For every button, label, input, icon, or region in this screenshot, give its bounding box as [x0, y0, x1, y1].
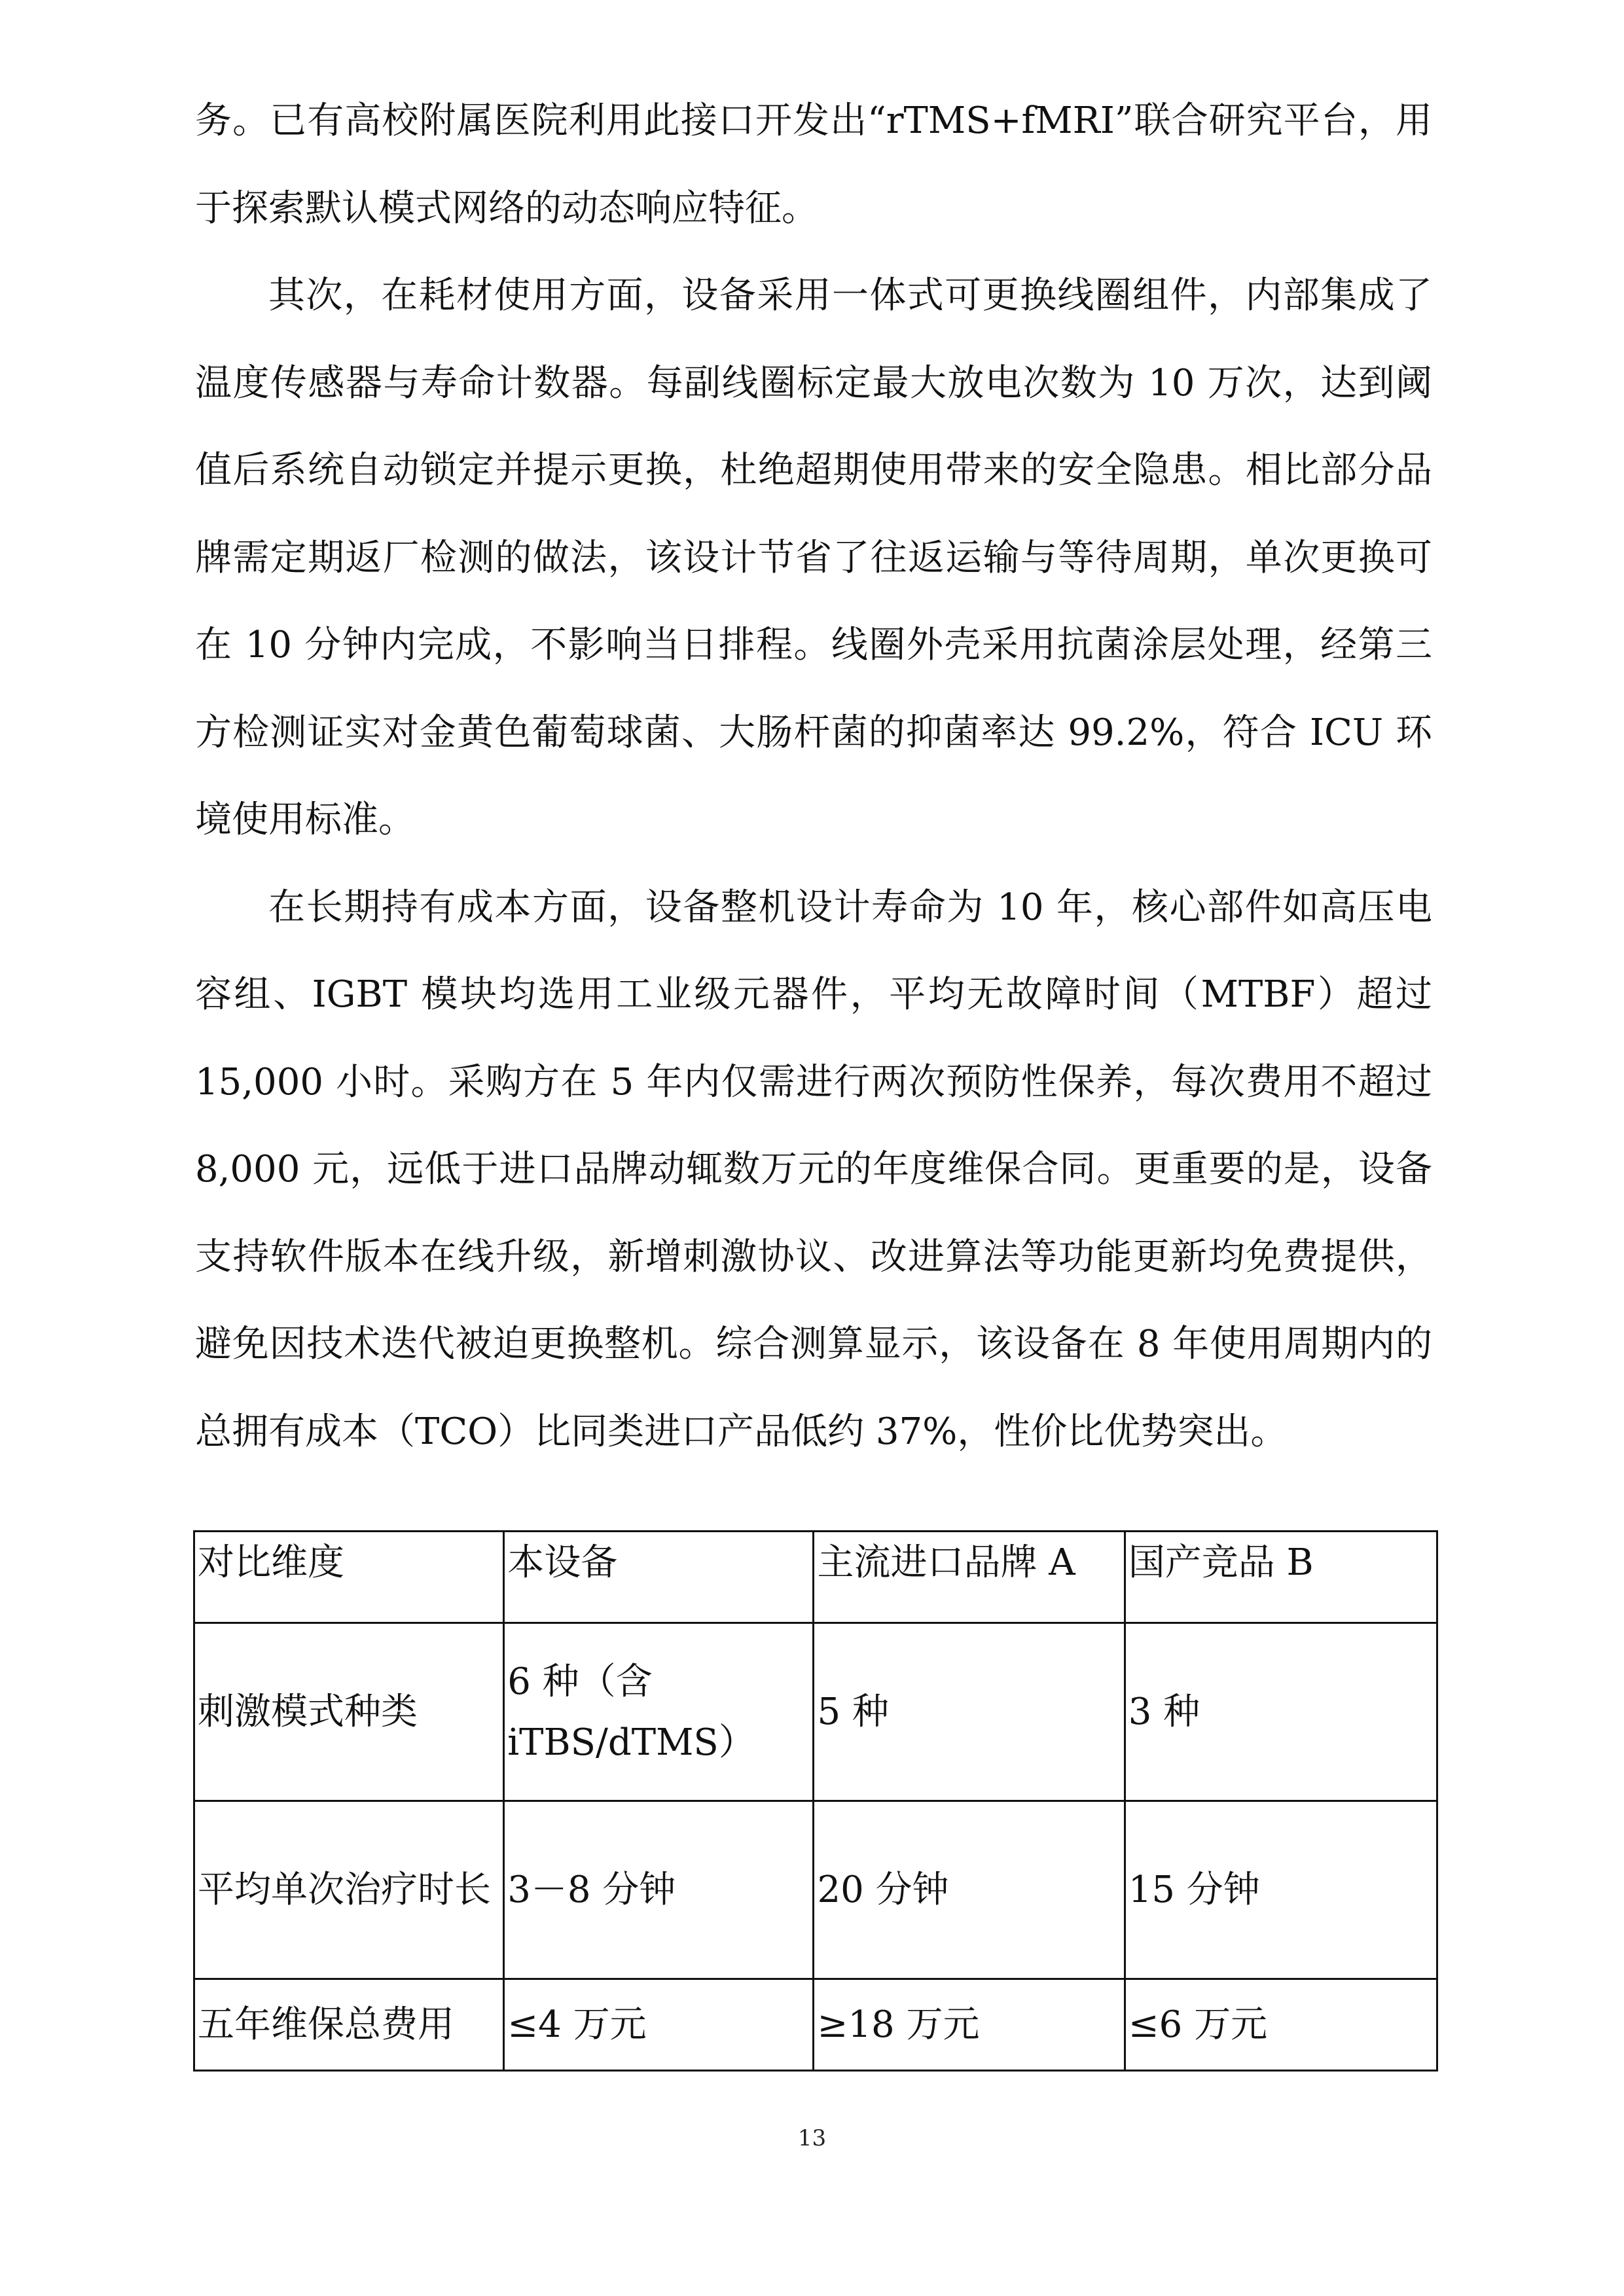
- comparison-table: [193, 1530, 1438, 2072]
- table-header-cell: 对比维度: [194, 1532, 504, 1623]
- table-cell: 3 种: [1125, 1623, 1437, 1801]
- table-cell: 刺激模式种类: [194, 1623, 504, 1801]
- table-cell: 3－8 分钟: [504, 1801, 814, 1979]
- table-cell: ≤6 万元: [1125, 1979, 1437, 2071]
- document-body: [195, 77, 1432, 1475]
- table-header-cell: 国产竞品 B: [1125, 1532, 1437, 1623]
- table-header-row: [194, 1532, 1437, 1623]
- table-cell: 5 种: [814, 1623, 1125, 1801]
- table-cell: 20 分钟: [814, 1801, 1125, 1979]
- table-header-cell: 本设备: [504, 1532, 814, 1623]
- table-row: [194, 1979, 1437, 2071]
- page-number: 13: [797, 2125, 827, 2151]
- table-cell: 15 分钟: [1125, 1801, 1437, 1979]
- paragraph-continuation: 务。已有高校附属医院利用此接口开发出“rTMS+fMRI”联合研究平台，用于探索默认模式网络的动态响应特征。: [195, 99, 1432, 230]
- table-cell: 五年维保总费用: [194, 1979, 504, 2071]
- table-cell: ≥18 万元: [814, 1979, 1125, 2071]
- table-cell: 6 种（含 iTBS/dTMS）: [504, 1623, 814, 1801]
- paragraph-consumables: 其次，在耗材使用方面，设备采用一体式可更换线圈组件，内部集成了温度传感器与寿命计数器。每副线圈标定最大放电次数为 10 万次，达到阈值后系统自动锁定并提示更换，杜绝超期使用带来的安全隐患。相比部分品牌需定期返厂检测的做法，该设计节省了往返运输与等待周期，单次更换可在 10 分钟内完成，不影响当日排程。线圈外壳采用抗菌涂层处理，经第三方检测证实对金黄色葡萄球菌、大肠杆菌的抑菌率达 99.2%，符合 ICU 环境使用标准。: [195, 274, 1432, 841]
- table-row: [194, 1801, 1437, 1979]
- paragraph-ownership-cost: 在长期持有成本方面，设备整机设计寿命为 10 年，核心部件如高压电容组、IGBT 模块均选用工业级元器件，平均无故障时间（MTBF）超过 15,000 小时。采购方在 5 年内仅需进行两次预防性保养，每次费用不超过 8,000 元，远低于进口品牌动辄数万元的年度维保合同。更重要的是，设备支持软件版本在线升级，新增刺激协议、改进算法等功能更新均免费提供，避免因技术迭代被迫更换整机。综合测算显示，该设备在 8 年使用周期内的总拥有成本（TCO）比同类进口产品低约 37%，性价比优势突出。: [195, 886, 1432, 1453]
- table-row: [194, 1623, 1437, 1801]
- table-cell: ≤4 万元: [504, 1979, 814, 2071]
- table-cell: 平均单次治疗时长: [194, 1801, 504, 1979]
- table-header-cell: 主流进口品牌 A: [814, 1532, 1125, 1623]
